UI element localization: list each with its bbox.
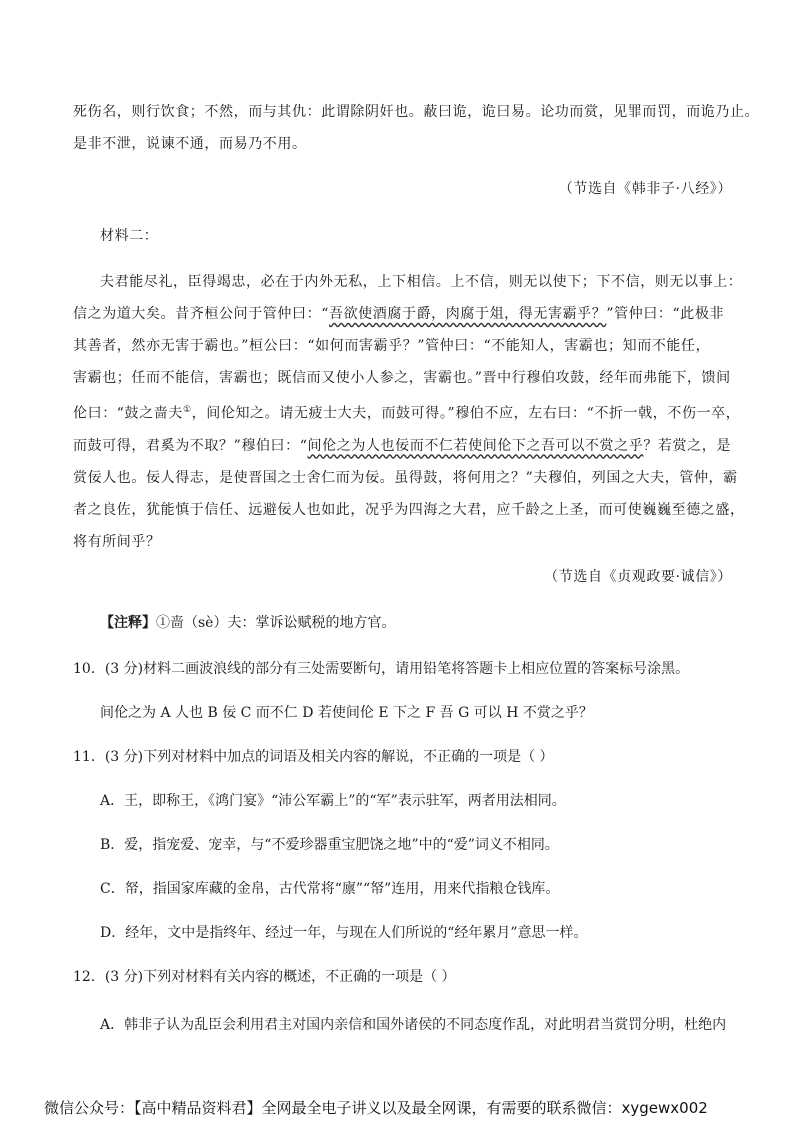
question-11-option-a: A．王，即称王，《鸿门宴》“沛公军霸上”的“军”表示驻军，两者用法相同。 bbox=[100, 793, 566, 809]
text-line: 者之良佐，犹能慎于信任、远避佞人也如此，况乎为四海之大君，应千龄之上圣，而可使巍巍至德之盛， bbox=[73, 501, 745, 518]
text-line: 夫君能尽礼，臣得竭忠，必在于内外无私，上下相信。上不信，则无以使下；下不信，则无以事上： bbox=[100, 274, 743, 290]
source-citation-2: （节选自《贞观政要·诚信》） bbox=[544, 569, 732, 585]
text-line: 害霸也；任而不能信，害霸也；既信而又使小人参之，害霸也。”晋中行穆伯攻鼓，经年而弗能下，馈间 bbox=[73, 370, 731, 386]
question-12: 12．(3 分)下列对材料有关内容的概述，不正确的一项是（ ） bbox=[73, 969, 456, 985]
note-label: 【注释】 bbox=[100, 615, 156, 631]
question-11-option-b: B．爱，指宠爱、宠幸，与“不爱珍器重宝肥饶之地”中的“爱”词义不相同。 bbox=[100, 837, 559, 853]
question-10: 10．(3 分)材料二画波浪线的部分有三处需要断句，请用铅笔将答题卡上相应位置的答案标号涂黑。 bbox=[73, 661, 690, 677]
text-line: 是非不泄，说谏不通，而易乃不用。 bbox=[73, 136, 307, 152]
wavy-underline-text: 吾欲使酒腐于爵，肉腐于俎，得无害霸乎？ bbox=[328, 306, 607, 322]
text-line: 伦曰：“鼓之啬夫①，间伦知之。请无疲士大夫，而鼓可得。”穆伯不应，左右曰：“不折一戟，不伤一卒， bbox=[73, 405, 741, 422]
question-11-option-d: D．经年，文中是指终年、经过一年，与现在人们所说的“经年累月”意思一样。 bbox=[100, 925, 588, 941]
text-line: 死伤名，则行饮食；不然，而与其仇：此谓除阴奸也。蔽曰诡，诡曰易。论功而赏，见罪而罚，而诡乃止。 bbox=[73, 104, 760, 120]
question-11-option-c: C．帑，指国家库藏的金帛，古代常将“廪”“帑”连用，用来代指粮仓钱库。 bbox=[100, 881, 560, 897]
top-paragraph bbox=[73, 96, 760, 160]
footnote-marker: ① bbox=[182, 405, 192, 415]
material2-paragraph bbox=[73, 266, 743, 558]
annotation-note bbox=[100, 611, 395, 635]
text-line: 其善者，然亦无害于霸也。”桓公曰：“如何而害霸乎？”管仲曰：“不能知人，害霸也；知而不能任， bbox=[73, 338, 711, 354]
page-footer: 微信公众号：【高中精品资料君】全网最全电子讲义以及最全网课，有需要的联系微信：xygewx002 bbox=[44, 1099, 708, 1117]
question-11: 11．(3 分)下列对材料中加点的词语及相关内容的解说，不正确的一项是（ ） bbox=[73, 749, 554, 765]
wavy-underline-text: 间伦之为人也佞而不仁若使间伦下之吾可以不赏之乎 bbox=[307, 437, 644, 454]
text-line: 赏佞人也。佞人得志，是使晋国之士舍仁而为佞。虽得鼓，将何用之？”夫穆伯，列国之大夫，管仲，霸 bbox=[73, 469, 738, 486]
source-citation-1: （节选自《韩非子·八经》） bbox=[558, 181, 732, 197]
note-text: ①啬（sè）夫：掌诉讼赋税的地方官。 bbox=[156, 615, 396, 631]
text-line: 信之为道大矣。昔齐桓公问于管仲曰：“吾欲使酒腐于爵，肉腐于俎，得无害霸乎？”管仲曰：“此极非 bbox=[73, 306, 725, 322]
material2-heading: 材料二： bbox=[100, 228, 159, 244]
text-line: 将有所间乎？ bbox=[73, 533, 161, 550]
question-10-text: 间伦之为 A 人也 B 佞 C 而不仁 D 若使间伦 E 下之 F 吾 G 可以 H 不赏之乎？ bbox=[100, 705, 593, 721]
text-line: 而鼓可得，君奚为不取？”穆伯曰：“间伦之为人也佞而不仁若使间伦下之吾可以不赏之乎？若赏之，是 bbox=[73, 437, 731, 454]
question-12-option-a: A．韩非子认为乱臣会利用君主对国内亲信和国外诸侯的不同态度作乱，对此明君当赏罚分明，杜绝内 bbox=[100, 1017, 727, 1033]
